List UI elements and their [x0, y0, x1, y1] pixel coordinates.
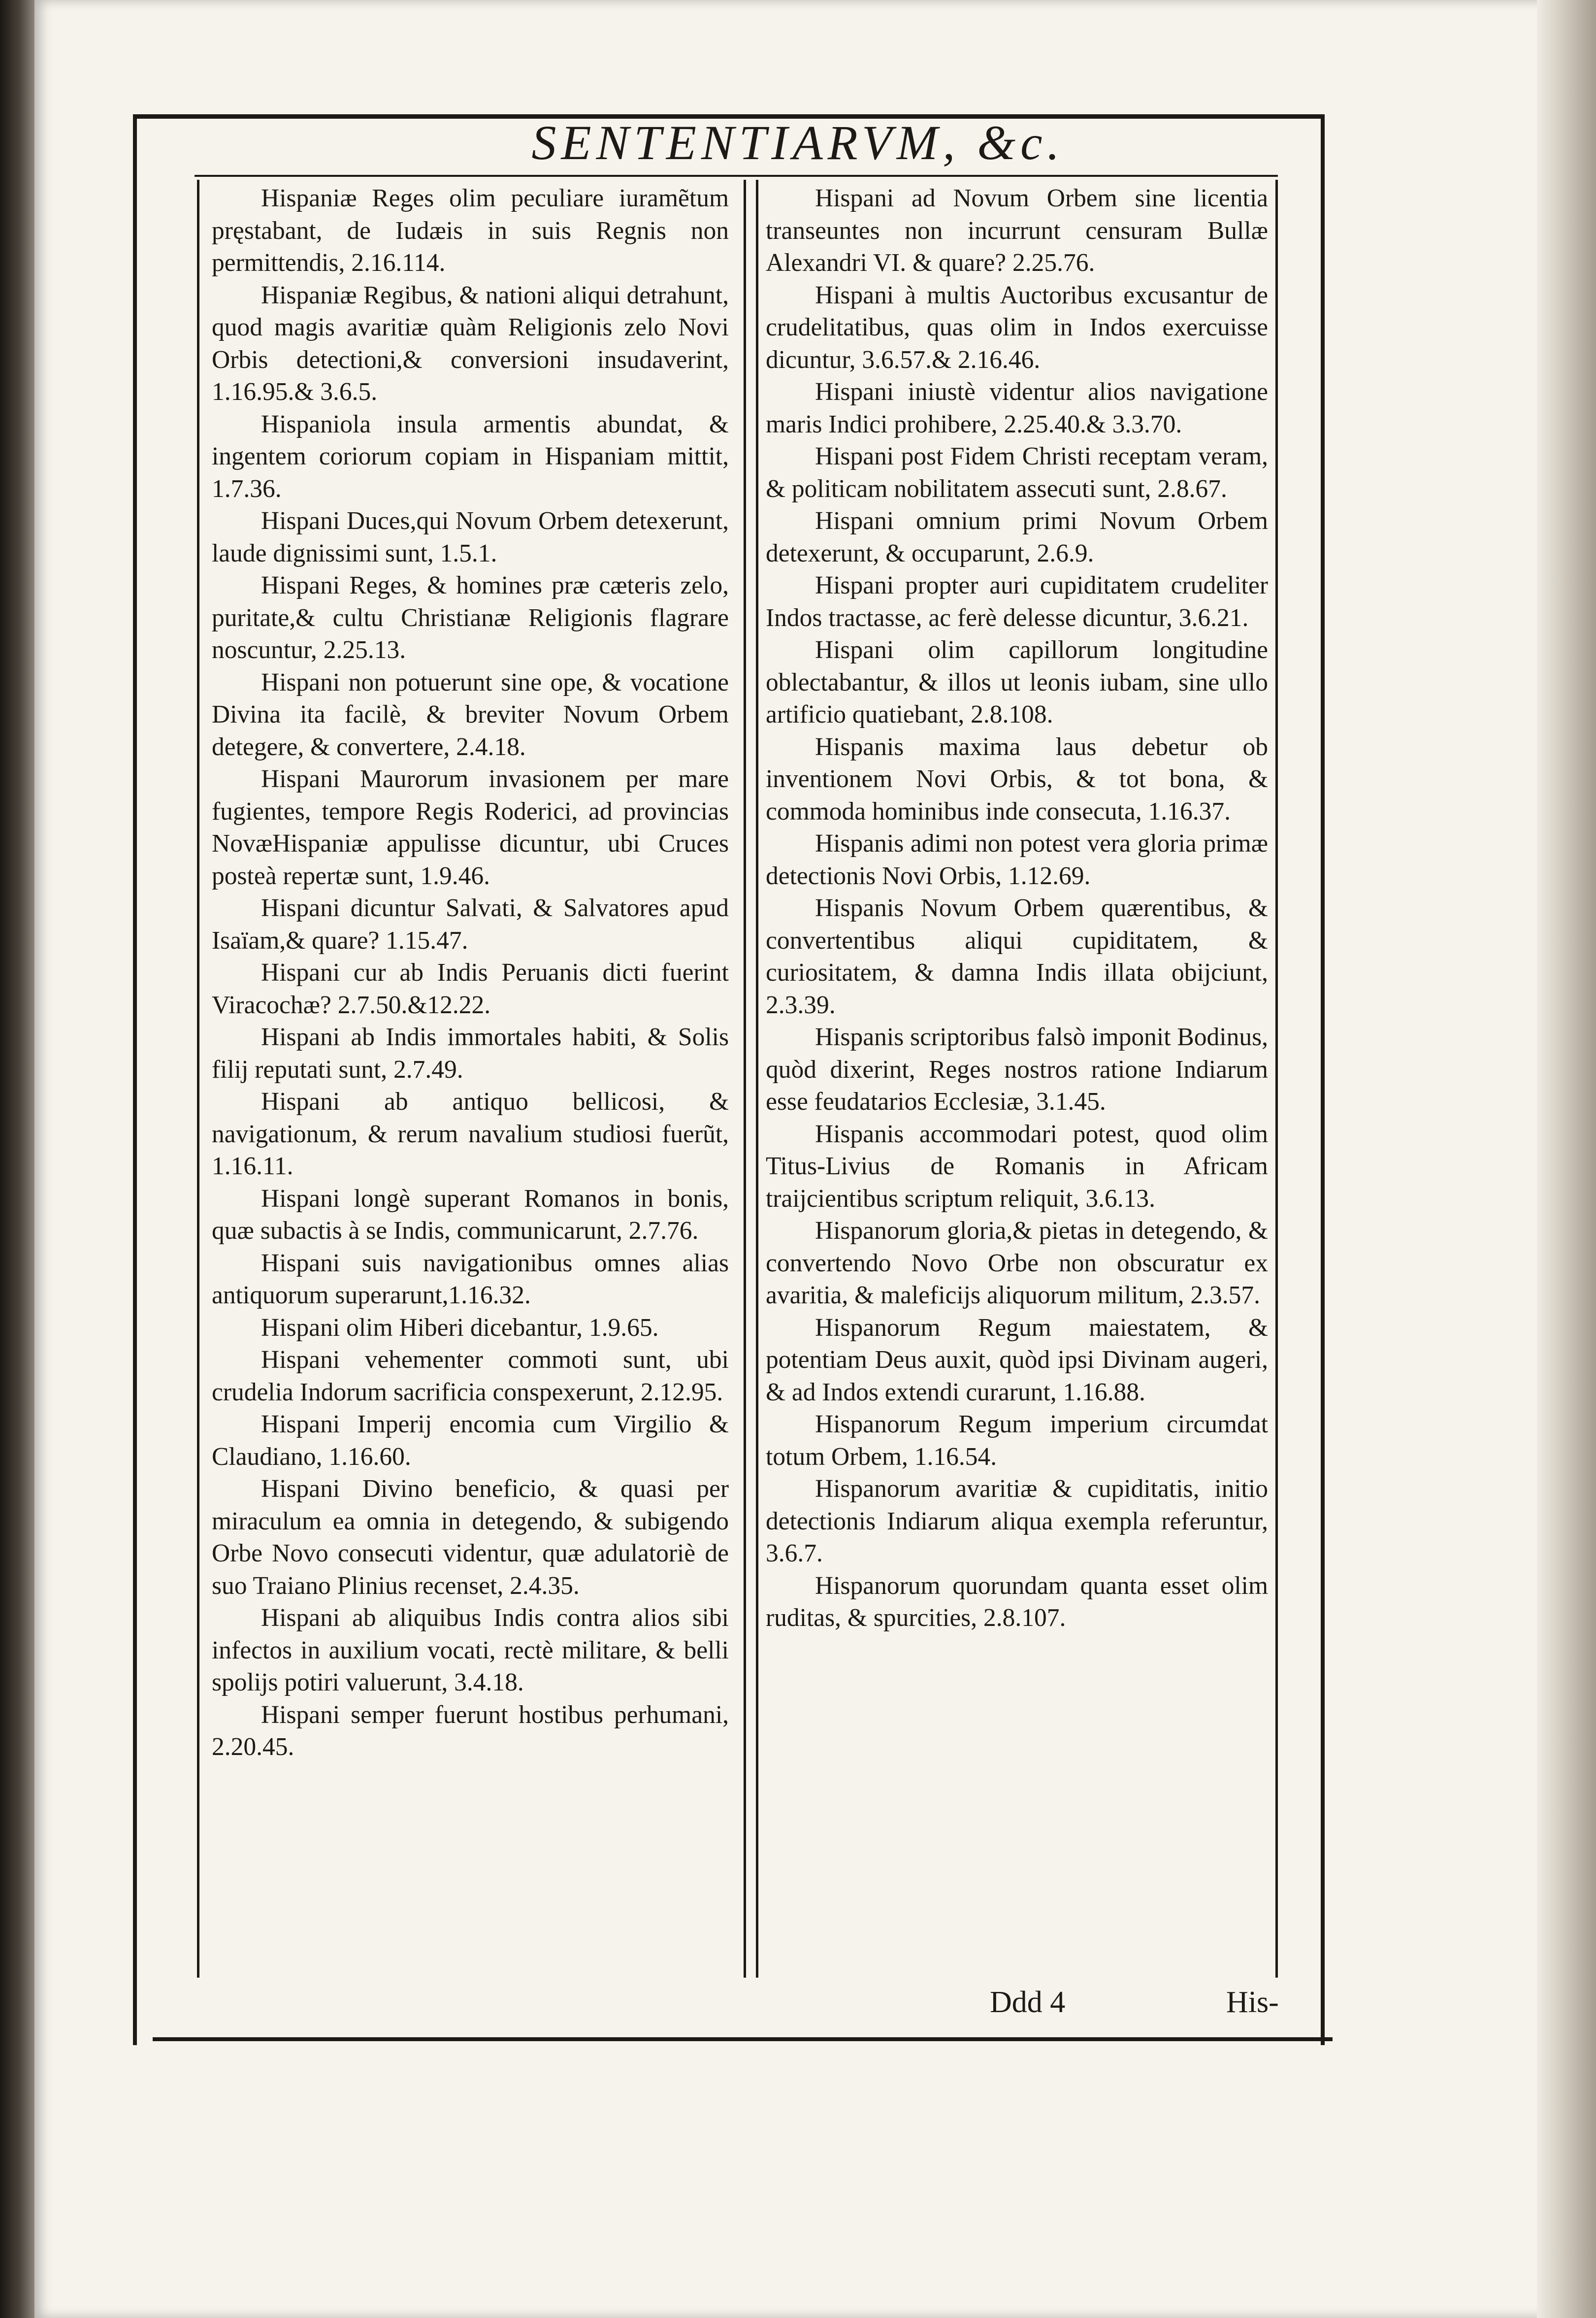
- next-page-edge: [1537, 0, 1596, 2318]
- index-entry: Hispani cur ab Indis Peruanis dicti fuerint Viracochæ? 2.7.50.&12.22.: [212, 959, 729, 1019]
- index-entry: Hispani ab aliquibus Indis contra alios sibi infectos in auxilium vocati, rectè militare, & belli spolijs potiri valuerunt, 3.4.18.: [212, 1604, 729, 1696]
- index-entry: Hispani propter auri cupiditatem crudeliter Indos tractasse, ac ferè delesse dicuntur, 3.6.21.: [766, 571, 1268, 632]
- index-entry: Hispanorum quorundam quanta esset olim ruditas, & spurcities, 2.8.107.: [766, 1571, 1268, 1632]
- index-entry: Hispanis accommodari potest, quod olim Titus-Livius de Romanis in Africam traijcientibus scriptum reliquit, 3.6.13.: [766, 1120, 1268, 1213]
- index-entry: Hispani Duces,qui Novum Orbem detexerunt, laude dignissimi sunt, 1.5.1.: [212, 507, 729, 567]
- index-entry: Hispani omnium primi Novum Orbem detexerunt, & occuparunt, 2.6.9.: [766, 507, 1268, 567]
- index-entry: Hispanorum avaritiæ & cupiditatis, initio detectionis Indiarum aliqua exempla referuntur, 3.6.7.: [766, 1475, 1268, 1567]
- index-entry: Hispani iniustè videntur alios navigatione maris Indici prohibere, 2.25.40.& 3.3.70.: [766, 378, 1268, 438]
- index-entry: Hispani Divino beneficio, & quasi per miraculum ea omnia in detegendo, & subigendo Orbe Novo consecuti videntur, quæ adulatoriè de suo Traiano Plinius recenset, 2.4.35.: [212, 1475, 729, 1600]
- index-entry: Hispaniola insula armentis abundat, & ingentem coriorum copiam in Hispaniam mittit, 1.7.36.: [212, 410, 729, 503]
- index-entry: Hispanorum Regum imperium circumdat totum Orbem, 1.16.54.: [766, 1410, 1268, 1471]
- index-entry: Hispani post Fidem Christi receptam veram, & politicam nobilitatem assecuti sunt, 2.8.67.: [766, 442, 1268, 503]
- heading-rule: [195, 175, 1278, 177]
- catchword: His-: [1226, 1986, 1279, 2019]
- index-entry: Hispaniæ Regibus, & nationi aliqui detrahunt, quod magis avaritiæ quàm Religionis zelo Novi Orbis detectioni,& conversioni insudaverint, 1.16.95.& 3.6.5.: [212, 281, 729, 406]
- running-heading: SENTENTIARVM, &c.: [531, 115, 1065, 170]
- index-column-right: [766, 182, 1268, 1634]
- page-border-bottom: [153, 2037, 1333, 2041]
- signature-mark: Ddd 4: [990, 1986, 1066, 2019]
- index-entry: Hispanis adimi non potest vera gloria primæ detectionis Novi Orbis, 1.12.69.: [766, 829, 1268, 890]
- index-entry: Hispani olim capillorum longitudine oblectabantur, & illos ut leonis iubam, sine ullo artificio quatiebant, 2.8.108.: [766, 636, 1268, 729]
- index-entry: Hispani olim Hiberi dicebantur, 1.9.65.: [261, 1313, 659, 1342]
- index-entry: Hispani suis navigationibus omnes alias antiquorum superarunt,1.16.32.: [212, 1249, 729, 1309]
- index-entry: Hispanorum gloria,& pietas in detegendo, & convertendo Novo Orbe non obscuratur ex avaritia, & maleficijs aliquorum militum, 2.3.57.: [766, 1217, 1268, 1309]
- index-entry: Hispaniæ Reges olim peculiare iuramẽtum pręstabant, de Iudæis in suis Regnis non permittendis, 2.16.114.: [212, 184, 729, 277]
- index-entry: Hispani ad Novum Orbem sine licentia transeuntes non incurrunt censuram Bullæ Alexandri VI. & quare? 2.25.76.: [766, 184, 1268, 277]
- index-entry: Hispani longè superant Romanos in bonis, quæ subactis à se Indis, communicarunt, 2.7.76.: [212, 1184, 729, 1245]
- index-entry: Hispani Imperij encomia cum Virgilio & Claudiano, 1.16.60.: [212, 1410, 729, 1471]
- index-entry: Hispanorum Regum maiestatem, & potentiam Deus auxit, quòd ipsi Divinam augeri, & ad Indos extendi curarunt, 1.16.88.: [766, 1313, 1268, 1406]
- index-entry: Hispanis maxima laus debetur ob inventionem Novi Orbis, & tot bona, & commoda hominibus inde consecuta, 1.16.37.: [766, 732, 1268, 826]
- index-entry: Hispanis Novum Orbem quærentibus, & convertentibus aliqui cupiditatem, & curiositatem, & damna Indis illata obijciunt, 2.3.39.: [766, 894, 1268, 1019]
- index-column-left: [212, 182, 729, 1763]
- index-entry: Hispani Reges, & homines præ cæteris zelo, puritate,& cultu Christianæ Religionis flagrare noscuntur, 2.25.13.: [212, 571, 729, 664]
- index-entry: Hispani à multis Auctoribus excusantur de crudelitatibus, quas olim in Indos exercuisse dicuntur, 3.6.57.& 2.16.46.: [766, 281, 1268, 374]
- index-entry: Hispani vehementer commoti sunt, ubi crudelia Indorum sacrificia conspexerunt, 2.12.95.: [212, 1346, 729, 1406]
- index-entry: Hispani non potuerunt sine ope, & vocatione Divina ita facilè, & breviter Novum Orbem detegere, & convertere, 2.4.18.: [212, 668, 729, 761]
- index-entry: Hispanis scriptoribus falsò imponit Bodinus, quòd dixerint, Reges nostros ratione Indiarum esse feudatarios Ecclesiæ, 3.1.45.: [766, 1023, 1268, 1116]
- index-entry: Hispani Maurorum invasionem per mare fugientes, tempore Regis Roderici, ad provincias NovæHispaniæ appulisse dicuntur, ubi Cruces posteà repertæ sunt, 1.9.46.: [212, 765, 729, 890]
- index-entry: Hispani ab antiquo bellicosi, & navigationum, & rerum navalium studiosi fuerũt, 1.16.11.: [212, 1088, 729, 1180]
- index-entry: Hispani dicuntur Salvati, & Salvatores apud Isaïam,& quare? 1.15.47.: [212, 894, 729, 955]
- index-entry: Hispani semper fuerunt hostibus perhumani, 2.20.45.: [212, 1700, 729, 1761]
- index-entry: Hispani ab Indis immortales habiti, & Solis filij reputati sunt, 2.7.49.: [212, 1023, 729, 1084]
